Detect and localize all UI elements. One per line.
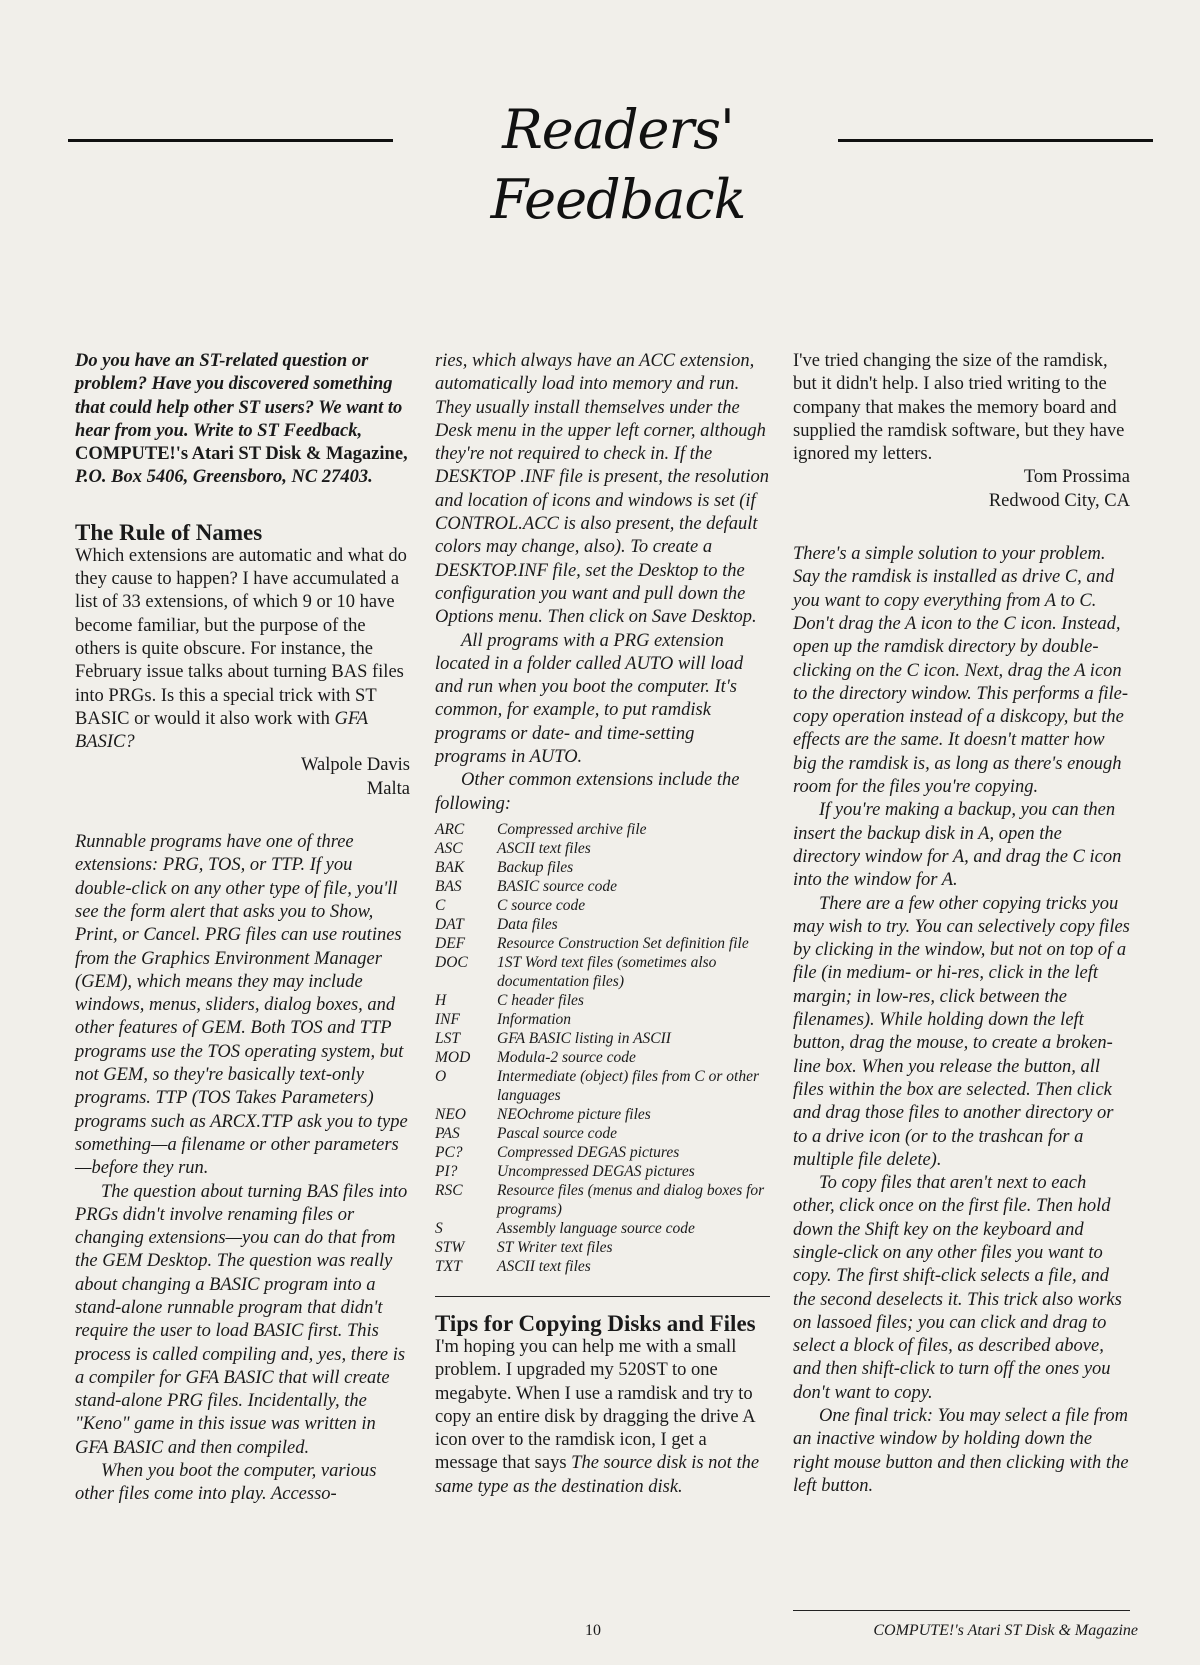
intro-text: Do you have an ST-related question or problem? Have you discovered something that could help other ST users? We want to hear from you. Write to ST Feedback, <box>75 351 403 441</box>
extension-row <box>435 1238 770 1257</box>
extension-row <box>435 858 770 877</box>
answer-paragraph: The question about turning BAS files into PRGs didn't involve renaming files or changing extensions—you can do that from the GEM Desktop. The question was really about changing a BASIC program into a stand-alone runnable program that didn't require the user to load BASIC first. This process is called compiling and, yes, there is a compiler for GFA BASIC that will create stand-alone PRG files. Incidentally, the "Keno" game in this issue was written in GFA BASIC and then compiled. <box>75 1181 408 1458</box>
extension-code: RSC <box>435 1181 463 1199</box>
extension-description: Backup files <box>497 858 574 876</box>
answer-paragraph-continued: ries, which always have an ACC extension, automatically load into memory and run. They usually install themselves under the Desk menu in the upper left corner, although they're not required to check in. If the DESKTOP .INF file is present, the resolution and location of icons and windows is set (if CONTROL.ACC is also present, the default colors may change, also). To create a DESKTOP.INF file, set the Desktop to the configuration you want and pull down the Options menu. Then click on Save Desktop. <box>435 351 770 628</box>
extension-code: S <box>435 1219 443 1237</box>
extension-description: Assembly language source code <box>497 1219 695 1237</box>
masthead-rule-left <box>68 139 393 142</box>
answer-paragraph: All programs with a PRG extension located in a folder called AUTO will load and run when you boot the computer. It's common, for example, to put ramdisk programs or date- and time-setting programs in AUTO. <box>435 630 744 768</box>
extension-description: ASCII text files <box>497 1257 591 1275</box>
extension-row <box>435 1029 770 1048</box>
extension-row <box>435 991 770 1010</box>
masthead <box>68 95 1153 231</box>
extension-description: Information <box>497 1010 572 1028</box>
extension-row <box>435 1219 770 1238</box>
page-number: 10 <box>585 1622 601 1639</box>
extension-code: C <box>435 896 446 914</box>
letter-text-italic: The source disk is not the same type as the destination disk. <box>435 1453 760 1497</box>
extension-code: DAT <box>435 915 464 933</box>
extension-code: PI? <box>435 1162 458 1180</box>
intro-magazine-name: COMPUTE!'s Atari ST Disk & Magazine, <box>75 444 408 465</box>
extension-row <box>435 820 770 839</box>
extension-description: Compressed DEGAS pictures <box>497 1143 680 1161</box>
column-3 <box>793 350 1130 1498</box>
letter-rule-of-names <box>75 545 410 755</box>
extension-row <box>435 1162 770 1181</box>
extension-description: Resource Construction Set definition file <box>497 934 749 952</box>
extension-description: C header files <box>497 991 584 1009</box>
extension-description: 1ST Word text files (sometimes also documentation files) <box>497 953 717 990</box>
extension-row <box>435 1124 770 1143</box>
extension-row <box>435 934 770 953</box>
extension-row <box>435 877 770 896</box>
extension-code: DEF <box>435 934 466 952</box>
extension-code: INF <box>435 1010 460 1028</box>
answer-paragraph: There are a few other copying tricks you may wish to try. You can selectively copy files by clicking in the window, but not on top of a file (in medium- or hi-res, click in the left margin; in low-res, click between the filenames). While holding down the left button, drag the mouse, to create a broken-line box. When you release the button, all files within the box are selected. Then click and drag those files to another directory or to a drive icon (or to the trashcan for a multiple file delete). <box>793 893 1130 1170</box>
extension-row <box>435 953 770 991</box>
letter-text: Which extensions are automatic and what do they cause to happen? I have accumulated a list of 33 extensions, of which 9 or 10 have become familiar, but the purpose of the others is quite obscure. For instance, the February issue talks about turning BAS files into PRGs. Is this a special trick with ST BASIC or would it also work with <box>75 545 407 729</box>
extension-description: Data files <box>497 915 558 933</box>
extension-code: ASC <box>435 839 463 857</box>
extension-description: Uncompressed DEGAS pictures <box>497 1162 695 1180</box>
extension-row <box>435 1143 770 1162</box>
extension-description: Intermediate (object) files from C or other languages <box>497 1067 760 1104</box>
masthead-rule-right <box>838 139 1153 142</box>
answer-paragraph: To copy files that aren't next to each other, click once on the first file. Then hold down the Shift key on the keyboard and single-click on any other files you want to copy. The first shift-click selects a file, and the second deselects it. This trick also works on lassoed files; you can click and drag to select a block of files, as described above, and then shift-click to turn off the ones you don't want to copy. <box>793 1173 1122 1403</box>
extension-row <box>435 1181 770 1219</box>
signer-place: Redwood City, CA <box>988 490 1130 511</box>
intro-paragraph <box>75 350 410 490</box>
answer-paragraph: When you boot the computer, various other files come into play. Accesso- <box>75 1461 377 1505</box>
extension-code: TXT <box>435 1257 462 1275</box>
extension-row <box>435 839 770 858</box>
extension-code: DOC <box>435 953 468 971</box>
extension-code: BAK <box>435 858 465 876</box>
extension-row <box>435 1067 770 1105</box>
answer-paragraph: Other common extensions include the following: <box>435 770 740 814</box>
extension-code: NEO <box>435 1105 466 1123</box>
extension-code: STW <box>435 1238 465 1256</box>
section-title: Readers' Feedback <box>490 98 746 231</box>
letter-text: I'm hoping you can help me with a small problem. I upgraded my 520ST to one megabyte. When I use a ramdisk and try to copy an entire disk by dragging the drive A icon over to the ramdisk icon, I get a message that says <box>435 1336 755 1474</box>
signer-place: Malta <box>366 778 410 799</box>
extension-row <box>435 1048 770 1067</box>
letter-tips <box>435 1336 770 1499</box>
extensions-table <box>435 820 770 1276</box>
extension-code: LST <box>435 1029 460 1047</box>
extension-code: H <box>435 991 447 1009</box>
section-divider <box>435 1296 770 1297</box>
extension-description: NEOchrome picture files <box>497 1105 651 1123</box>
extension-description: Modula-2 source code <box>497 1048 636 1066</box>
extension-code: MOD <box>435 1048 471 1066</box>
extension-row <box>435 1257 770 1276</box>
extension-code: BAS <box>435 877 462 895</box>
intro-address: P.O. Box 5406, Greensboro, NC 27403. <box>75 467 373 488</box>
signer-name: Tom Prossima <box>1023 467 1130 488</box>
extension-description: Pascal source code <box>497 1124 617 1142</box>
extension-description: C source code <box>497 896 586 914</box>
heading-tips: Tips for Copying Disks and Files <box>435 1310 756 1336</box>
extension-code: PC? <box>435 1143 463 1161</box>
extension-description: Compressed archive file <box>497 820 647 838</box>
publication-footer: COMPUTE!'s Atari ST Disk & Magazine <box>873 1622 1138 1639</box>
column-2 <box>435 350 770 1499</box>
column-1 <box>75 350 410 1507</box>
extension-row <box>435 1105 770 1124</box>
extension-row <box>435 896 770 915</box>
answer-paragraph: If you're making a backup, you can then insert the backup disk in A, open the directory window for A, and drag the C icon into the window for A. <box>793 800 1122 891</box>
letter-tips-continued: I've tried changing the size of the ramdisk, but it didn't help. I also tried writing to the company that makes the memory board and supplied the ramdisk software, but they have ignored my letters. <box>793 351 1125 465</box>
extension-description: ASCII text files <box>497 839 591 857</box>
extension-description: Resource files (menus and dialog boxes for programs) <box>497 1181 765 1218</box>
heading-rule-of-names: The Rule of Names <box>75 519 263 545</box>
extension-description: GFA BASIC listing in ASCII <box>497 1029 671 1047</box>
answer-paragraph: There's a simple solution to your problem. Say the ramdisk is installed as drive C, and you want to copy everything from A to C. Don't drag the A icon to the C icon. Instead, open up the ramdisk directory by double-clicking on the C icon. Next, drag the A icon to the directory window. This performs a file-copy operation instead of a diskcopy, but the effects are the same. It doesn't matter how big the ramdisk is, as long as there's enough room for the files you're copying. <box>793 544 1129 798</box>
extension-code: O <box>435 1067 447 1085</box>
extension-code: PAS <box>435 1124 460 1142</box>
footer-rule <box>793 1610 1130 1611</box>
extension-description: ST Writer text files <box>497 1238 613 1256</box>
extension-description: BASIC source code <box>497 877 617 895</box>
extension-row <box>435 1010 770 1029</box>
signer-name: Walpole Davis <box>301 755 410 776</box>
extension-code: ARC <box>435 820 465 838</box>
letter-text-italic: GFA BASIC? <box>75 708 368 753</box>
extension-row <box>435 915 770 934</box>
answer-paragraph: Runnable programs have one of three extensions: PRG, TOS, or TTP. If you double-click on any other type of file, you'll see the form alert that asks you to Show, Print, or Cancel. PRG files can use routines from the Graphics Environment Manager (GEM), which means they may include windows, menus, sliders, dialog boxes, and other features of GEM. Both TOS and TTP programs use the TOS operating system, but not GEM, so they're basically text-only programs. TTP (TOS Takes Parameters) programs such as ARCX.TTP ask you to type something—a filename or other parameters—before they run. <box>75 832 408 1179</box>
answer-paragraph: One final trick: You may select a file from an inactive window by holding down the right mouse button and then clicking with the left button. <box>793 1406 1129 1496</box>
